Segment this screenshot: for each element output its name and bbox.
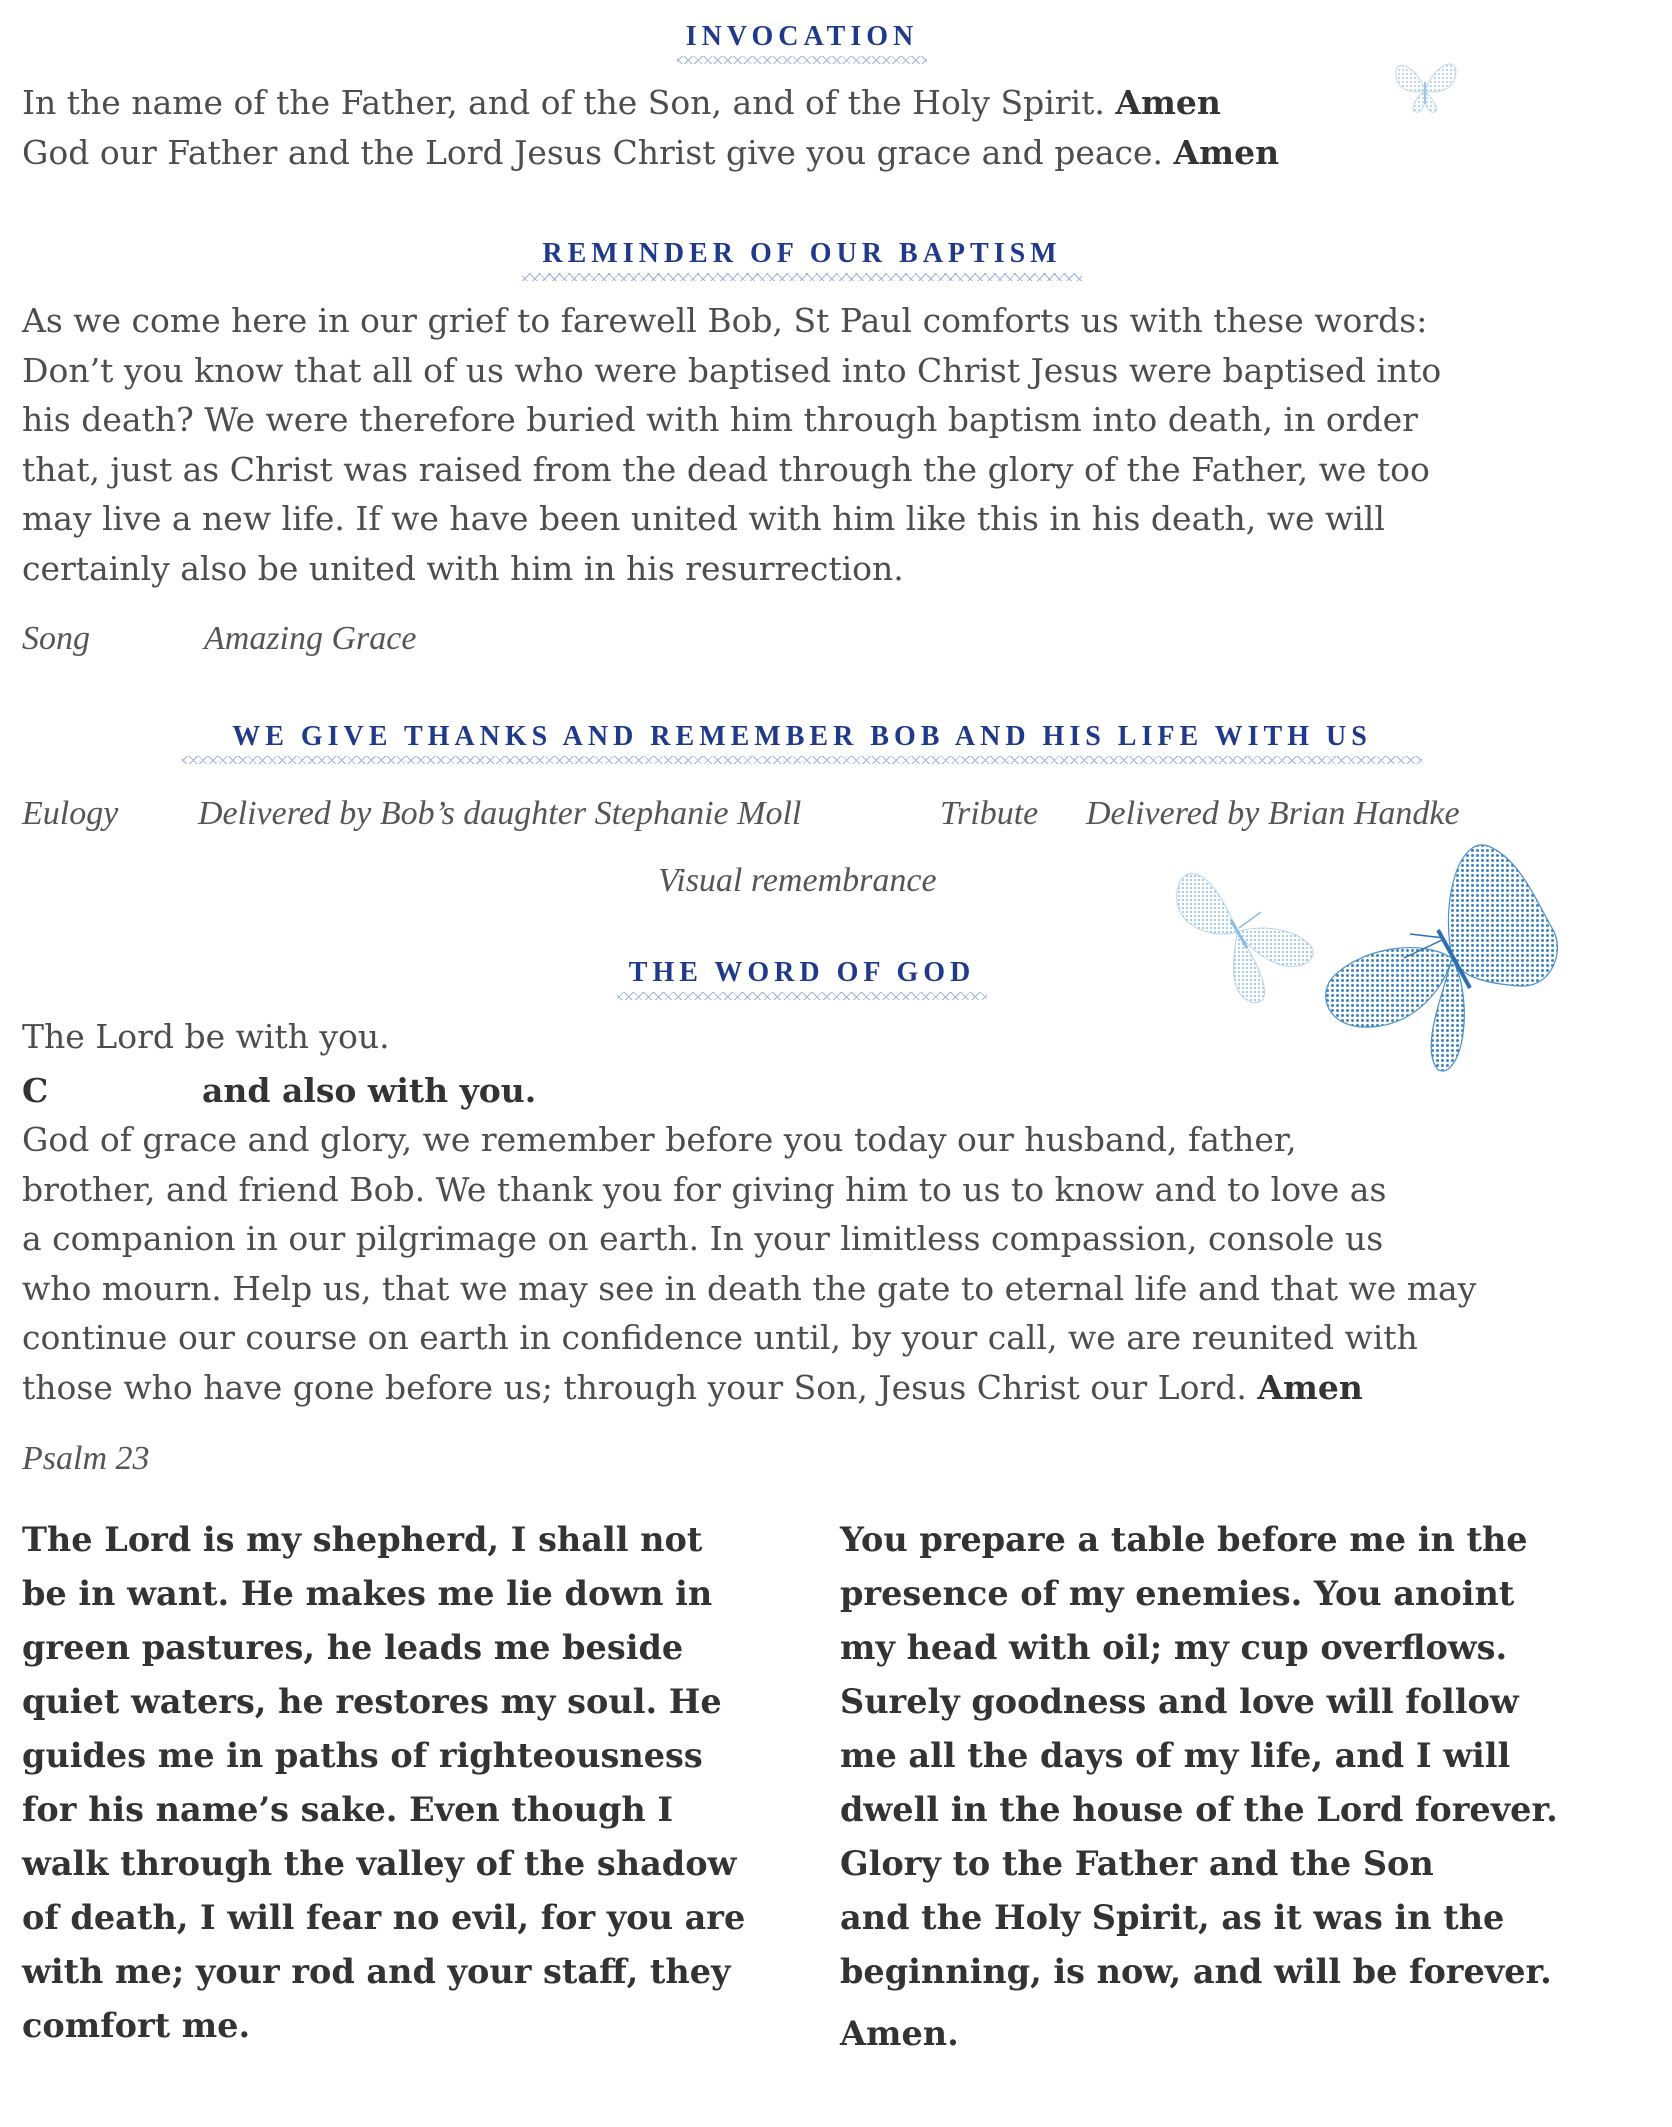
invocation-heading xyxy=(22,20,1582,64)
small-butterfly-icon xyxy=(1385,52,1465,122)
eulogy-label: Eulogy xyxy=(22,795,119,832)
word-heading xyxy=(602,956,1002,1000)
psalm-line: and the Holy Spirit, as it was in the xyxy=(840,1898,1505,1937)
invocation-title: INVOCATION xyxy=(685,21,919,52)
psalm-line: quiet waters, he restores my soul. He xyxy=(22,1682,722,1721)
heading-rule xyxy=(522,273,1082,281)
prayer-line: brother, and friend Bob. We thank you for giving him to us to know and to love as xyxy=(22,1169,1387,1209)
song-label: Song xyxy=(22,620,90,657)
psalm-line: beginning, is now, and will be forever. xyxy=(840,1952,1552,1991)
psalm-line: green pastures, he leads me beside xyxy=(22,1628,684,1667)
heading-rule xyxy=(677,56,927,64)
psalm-line: You prepare a table before me in the xyxy=(840,1520,1528,1559)
invocation-line-1: In the name of the Father, and of the Son, and of the Holy Spirit. Amen xyxy=(22,83,1221,122)
psalm-line: Glory to the Father and the Son xyxy=(840,1844,1434,1883)
psalm-line: The Lord is my shepherd, I shall not xyxy=(22,1520,703,1559)
baptism-line: his death? We were therefore buried with him through baptism into death, in order xyxy=(22,400,1418,439)
song-row xyxy=(22,620,1582,670)
invocation-line-2: God our Father and the Lord Jesus Christ give you grace and peace. Amen xyxy=(22,132,1280,172)
invocation-text xyxy=(22,78,1582,177)
blue-butterfly-icon xyxy=(1320,838,1570,1078)
psalm-line: with me; your rod and your staff, they xyxy=(22,1952,731,1991)
psalm-right-column xyxy=(840,1513,1580,2061)
psalm-line: for his name’s sake. Even though I xyxy=(22,1790,674,1829)
prayer-line: a companion in our pilgrimage on earth. In your limitless compassion, console us xyxy=(22,1219,1384,1258)
heading-rule xyxy=(182,756,1422,764)
eulogy-text: Delivered by Bob’s daughter Stephanie Moll xyxy=(198,795,802,832)
psalm-line: guides me in paths of righteousness xyxy=(22,1736,703,1775)
baptism-line: that, just as Christ was raised from the dead through the glory of the Father, we too xyxy=(22,449,1430,489)
prayer-line: God of grace and glory, we remember before you today our husband, father, xyxy=(22,1120,1297,1159)
prayer-line: continue our course on earth in confidence until, by your call, we are reunited with xyxy=(22,1318,1418,1357)
psalm-line: Surely goodness and love will follow xyxy=(840,1682,1519,1721)
psalm-line: me all the days of my life, and I will xyxy=(840,1736,1511,1775)
psalm-left-column xyxy=(22,1513,822,2053)
tribute-text: Delivered by Brian Handke xyxy=(1086,795,1460,832)
baptism-line: As we come here in our grief to farewell Bob, St Paul comforts us with these words: xyxy=(22,301,1428,340)
heading-rule xyxy=(617,992,987,1000)
baptism-heading xyxy=(22,237,1582,281)
congregation-response: and also with you. xyxy=(202,1071,537,1110)
baptism-line: may live a new life. If we have been united with him like this in his death, we will xyxy=(22,499,1385,538)
psalm-line: walk through the valley of the shadow xyxy=(22,1844,737,1883)
prayer-line: who mourn. Help us, that we may see in death the gate to eternal life and that we may xyxy=(22,1268,1477,1308)
psalm-label: Psalm 23 xyxy=(22,1440,150,1477)
psalm-line: dwell in the house of the Lord forever. xyxy=(840,1790,1558,1829)
amen-response: Amen xyxy=(1173,132,1280,172)
remember-title: WE GIVE THANKS AND REMEMBER BOB AND HIS LIFE WITH US xyxy=(232,721,1372,752)
word-title: THE WORD OF GOD xyxy=(628,957,976,988)
psalm-line: be in want. He makes me lie down in xyxy=(22,1574,713,1613)
light-butterfly-icon xyxy=(1165,862,1325,1012)
psalm-line: my head with oil; my cup overflows. xyxy=(840,1628,1508,1667)
psalm-line: presence of my enemies. You anoint xyxy=(840,1574,1515,1613)
psalm-line: comfort me. xyxy=(22,2006,251,2045)
prayer-line: those who have gone before us; through your Son, Jesus Christ our Lord. Amen xyxy=(22,1367,1363,1407)
amen-response: Amen xyxy=(1257,1367,1363,1407)
prayer-text xyxy=(22,1115,1602,1412)
psalm-amen: Amen. xyxy=(840,2014,959,2053)
baptism-line: Don’t you know that all of us who were baptised into Christ Jesus were baptised into xyxy=(22,350,1442,390)
amen-response: Amen xyxy=(1115,83,1221,122)
baptism-title: REMINDER OF OUR BAPTISM xyxy=(542,238,1062,269)
remember-heading xyxy=(22,720,1582,764)
congregation-marker: C xyxy=(22,1071,49,1110)
baptism-text xyxy=(22,296,1602,593)
baptism-line: certainly also be united with him in his resurrection. xyxy=(22,548,904,588)
tribute-label: Tribute xyxy=(940,795,1039,832)
word-greeting: The Lord be with you. xyxy=(22,1017,390,1056)
psalm-line: of death, I will fear no evil, for you are xyxy=(22,1898,746,1937)
visual-remembrance: Visual remembrance xyxy=(658,862,937,899)
song-title: Amazing Grace xyxy=(204,620,417,657)
